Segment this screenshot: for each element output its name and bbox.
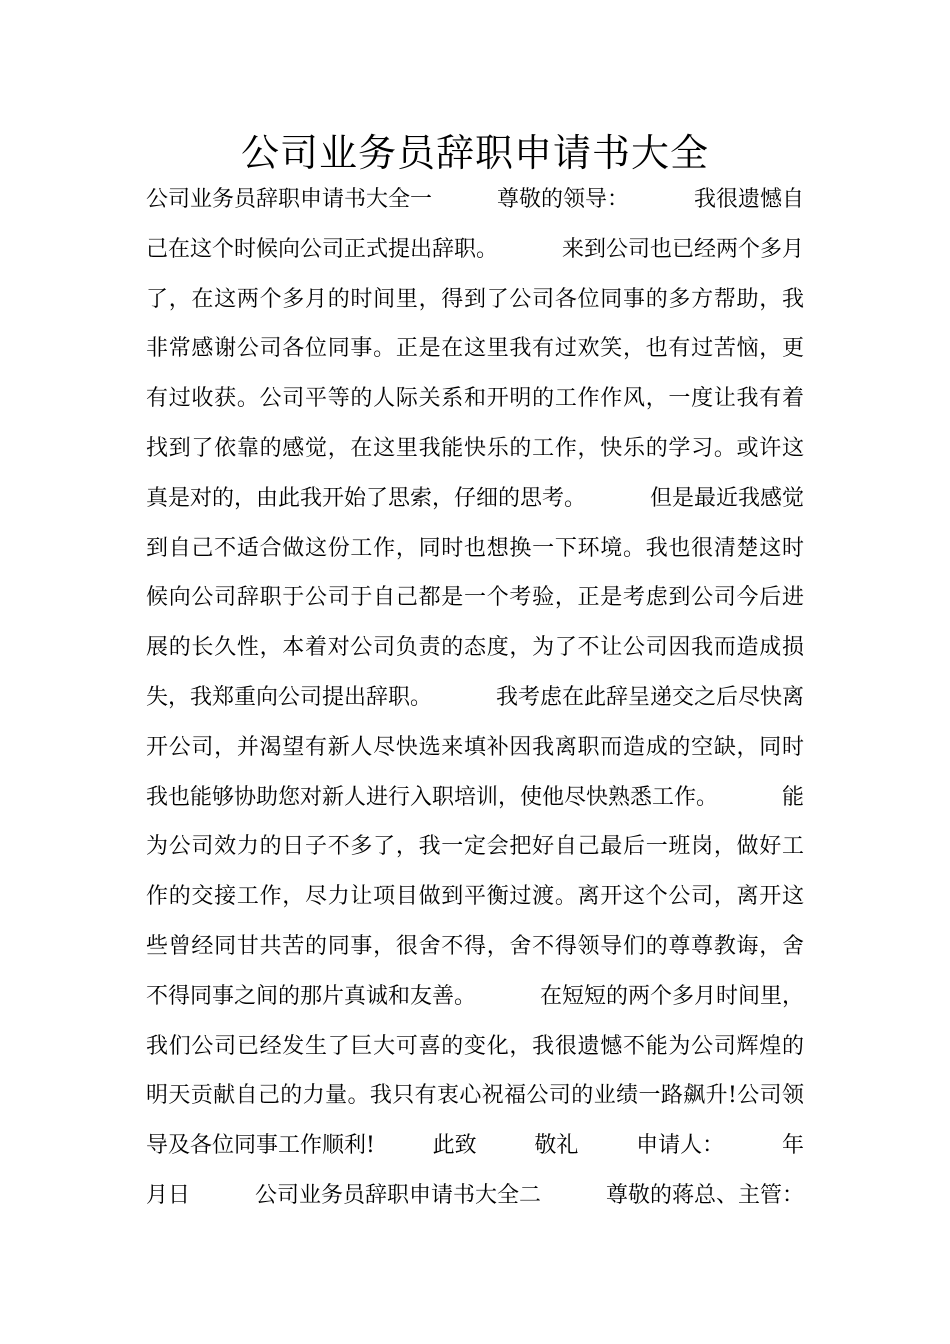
- text-line: 到自己不适合做这份工作，同时也想换一下环境。我也很清楚这时: [146, 535, 804, 561]
- text-segment: 不得同事之间的那片真诚和友善。: [146, 983, 477, 1009]
- text-segment: 导及各位同事工作顺利!: [146, 1133, 375, 1159]
- text-line: 有过收获。公司平等的人际关系和开明的工作作风，一度让我有着: [146, 386, 804, 412]
- text-line: [146, 977, 804, 1027]
- document-title: 公司业务员辞职申请书大全: [240, 131, 709, 175]
- text-line: [146, 678, 804, 728]
- text-line: 些曾经同甘共苦的同事，很舍不得，舍不得领导们的尊尊教诲，舍: [146, 933, 804, 959]
- text-segment: 此致: [432, 1133, 477, 1159]
- text-line: [146, 230, 804, 280]
- text-line: 明天贡献自己的力量。我只有衷心祝福公司的业绩一路飙升!公司领: [146, 1083, 804, 1109]
- text-line: 展的长久性，本着对公司负责的态度，为了不让公司因我而造成损: [146, 635, 804, 661]
- text-segment: 我考虑在此辞呈递交之后尽快离: [495, 684, 804, 710]
- text-line: [146, 479, 804, 529]
- text-segment: 公司业务员辞职申请书大全二: [254, 1182, 541, 1208]
- text-line: [146, 1176, 804, 1226]
- text-segment: 我很遗憾自: [693, 187, 804, 212]
- text-segment: 尊敬的蒋总、主管：: [605, 1182, 804, 1208]
- text-segment: 月日: [146, 1182, 191, 1208]
- text-segment: 但是最近我感觉: [649, 485, 804, 511]
- text-line: 开公司，并渴望有新人尽快选来填补因我离职而造成的空缺，同时: [146, 734, 804, 760]
- text-line: 找到了依靠的感觉，在这里我能快乐的工作，快乐的学习。或许这: [146, 435, 804, 461]
- text-segment: 失，我郑重向公司提出辞职。: [146, 684, 433, 710]
- text-segment: 敬礼: [534, 1133, 579, 1159]
- text-line: 作的交接工作，尽力让项目做到平衡过渡。离开这个公司，离开这: [146, 884, 804, 910]
- text-line: [146, 180, 804, 230]
- text-segment: 真是对的，由此我开始了思索，仔细的思考。: [146, 485, 587, 511]
- text-line: 为公司效力的日子不多了，我一定会把好自己最后一班岗，做好工: [146, 834, 804, 860]
- text-line: [146, 1126, 804, 1176]
- text-segment: 己在这个时候向公司正式提出辞职。: [146, 236, 499, 262]
- text-segment: 在短短的两个多月时间里，: [539, 983, 804, 1009]
- text-line: 候向公司辞职于公司于自己都是一个考验，正是考虑到公司今后进: [146, 585, 804, 611]
- text-segment: 尊敬的领导：: [496, 187, 629, 212]
- text-segment: 公司业务员辞职申请书大全一: [146, 187, 433, 212]
- text-line: 我们公司已经发生了巨大可喜的变化，我很遗憾不能为公司辉煌的: [146, 1033, 804, 1059]
- text-line: 非常感谢公司各位同事。正是在这里我有过欢笑，也有过苦恼，更: [146, 336, 804, 362]
- text-segment: 来到公司也已经两个多月: [561, 236, 804, 262]
- text-segment: 年: [781, 1133, 804, 1159]
- text-segment: 我也能够协助您对新人进行入职培训，使他尽快熟悉工作。: [146, 784, 719, 810]
- document-body: [146, 180, 804, 1226]
- text-segment: 申请人：: [636, 1133, 725, 1159]
- text-line: 了，在这两个多月的时间里，得到了公司各位同事的多方帮助，我: [146, 286, 804, 312]
- text-segment: 能: [781, 784, 804, 810]
- text-line: [146, 778, 804, 828]
